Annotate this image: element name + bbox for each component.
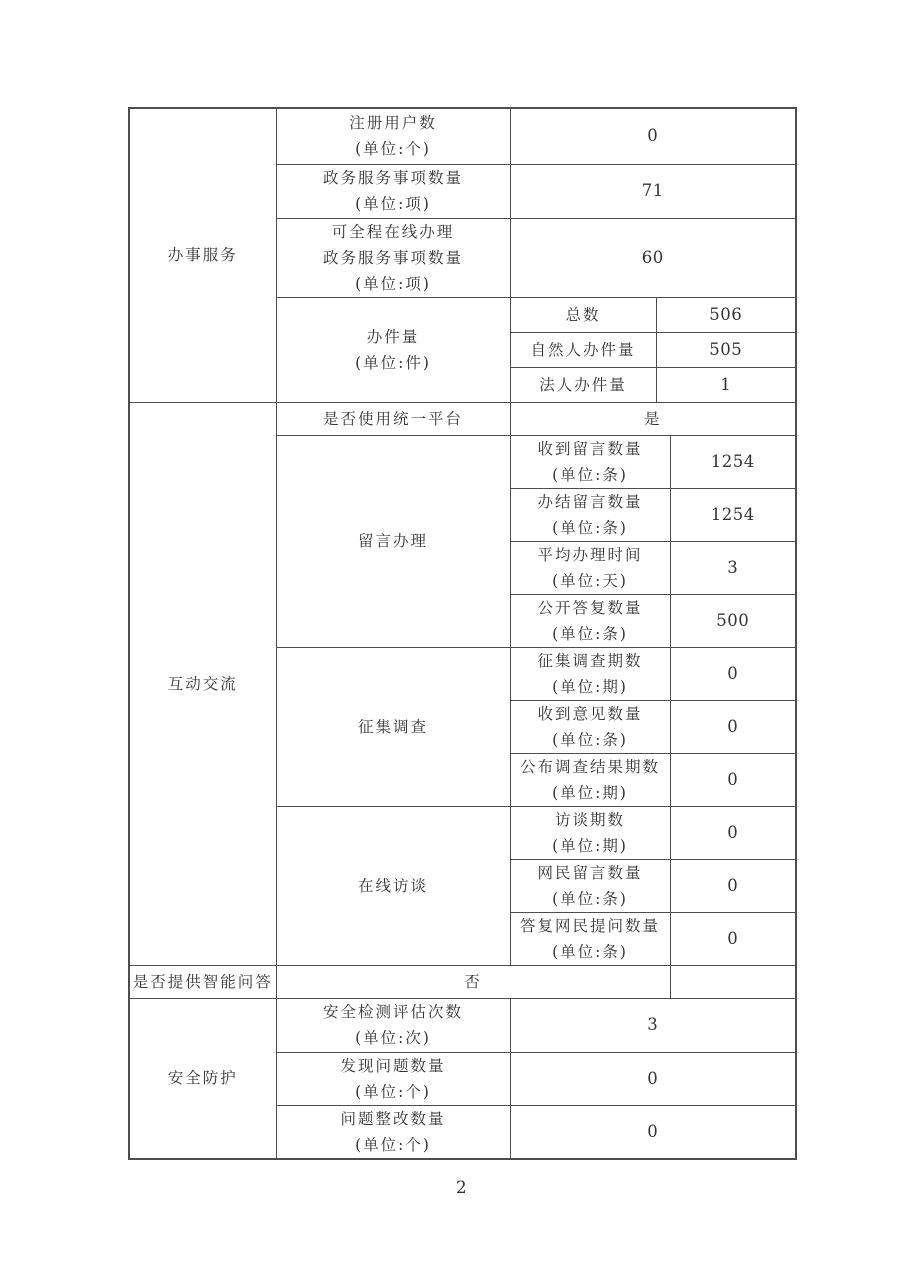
sub-row-value: 0 [727,663,739,683]
row-label: 留言办理 [357,532,428,550]
value-cell-msg-public-replies [670,594,796,647]
sub-row-value: 506 [709,304,743,324]
row-value: 0 [647,126,659,146]
sub-row-label: 公开答复数量 [537,598,643,617]
value-cell-problems-fixed [510,1105,796,1159]
sub-row-unit: (单位:条) [552,730,628,749]
sublabel-cell-cases-natural [510,332,656,367]
sublabel-cell-survey-periods [510,647,670,700]
sub-row-label: 平均办理时间 [537,545,643,564]
label-cell-cases [276,297,510,402]
category-label: 办事服务 [167,246,238,265]
sub-row-value: 0 [727,822,739,842]
category-cell-service [129,108,276,402]
value-cell-survey-periods [670,647,796,700]
sub-row-label: 答复网民提问数量 [519,916,660,935]
table-row [129,965,796,998]
row-label: 安全检测评估次数 [322,1003,463,1021]
row-unit: (单位:次) [355,1029,431,1047]
sub-row-label: 网民留言数量 [537,863,643,882]
sub-row-label: 征集调查期数 [537,651,643,670]
row-label: 发现问题数量 [340,1056,446,1075]
statistics-table [128,107,797,1160]
row-label: 办件量 [366,327,420,346]
sub-row-unit: (单位:条) [552,518,628,537]
table-row [129,402,796,435]
row-value: 60 [641,247,664,267]
value-cell-survey-opinions [670,700,796,753]
sub-row-unit: (单位:期) [552,836,628,855]
value-cell-msg-received [670,435,796,488]
row-label: 在线访谈 [357,876,428,895]
value-cell-interview-replies [670,912,796,965]
row-unit: (单位:项) [355,195,431,213]
label-cell-assessments [276,998,510,1052]
label-cell-registered-users [276,108,510,164]
row-unit: (单位:项) [355,274,431,293]
sub-row-unit: (单位:期) [552,677,628,696]
sub-row-value: 1254 [710,504,755,524]
sub-row-unit: (单位:条) [552,465,628,484]
value-cell-smart-qa [276,965,670,998]
row-label-line2: 政务服务事项数量 [322,248,463,267]
table-row [129,108,796,164]
sub-row-unit: (单位:天) [552,571,628,590]
category-cell-security [129,998,276,1159]
row-unit: (单位:个) [355,1135,431,1154]
row-unit: (单位:个) [355,1082,431,1101]
sub-row-value: 0 [727,928,739,948]
row-label: 是否使用统一平台 [322,409,463,428]
value-cell-assessments [510,998,796,1052]
sub-row-value: 500 [716,610,750,630]
sub-row-label: 总数 [565,305,601,324]
table-row [129,998,796,1052]
value-cell-problems-found [510,1052,796,1105]
category-label: 互动交流 [167,674,238,693]
sub-row-label: 法人办件量 [539,375,627,394]
label-cell-service-items [276,164,510,218]
sub-row-unit: (单位:期) [552,783,628,802]
label-cell-problems-fixed [276,1105,510,1159]
sub-row-value: 505 [709,339,743,359]
row-value: 71 [641,181,664,200]
page-number: 2 [455,1178,468,1198]
row-label: 问题整改数量 [340,1109,446,1128]
row-value: 否 [464,972,482,991]
sub-row-unit: (单位:条) [552,889,628,908]
sublabel-cell-msg-avg-time [510,541,670,594]
row-label: 征集调查 [357,717,428,736]
sublabel-cell-interview-messages [510,859,670,912]
row-label: 是否提供智能问答 [132,972,273,991]
category-label: 安全防护 [167,1069,238,1088]
label-cell-problems-found [276,1052,510,1105]
row-label-line1: 可全程在线办理 [331,222,455,241]
sub-row-label: 访谈期数 [554,810,625,829]
row-value: 0 [647,1121,659,1141]
sub-row-value: 0 [727,769,739,789]
row-value: 3 [647,1015,659,1034]
value-cell-registered-users [510,108,796,164]
row-unit: (单位:个) [355,140,431,159]
sub-row-label: 公布调查结果期数 [519,757,660,776]
sublabel-cell-survey-opinions [510,700,670,753]
sub-row-value: 1254 [710,451,755,471]
value-cell-cases-natural [656,332,796,367]
category-cell-interaction [129,402,276,965]
value-cell-interview-periods [670,806,796,859]
label-cell-message-handling [276,435,510,647]
value-cell-service-items [510,164,796,218]
sub-row-label: 收到意见数量 [537,704,643,723]
value-cell-cases-legal [656,367,796,402]
sublabel-cell-msg-received [510,435,670,488]
row-label: 政务服务事项数量 [322,169,463,187]
sublabel-cell-interview-periods [510,806,670,859]
sub-row-unit: (单位:条) [552,624,628,643]
sub-row-value: 3 [727,557,739,577]
sublabel-cell-msg-public-replies [510,594,670,647]
row-value: 0 [647,1068,659,1088]
sublabel-cell-msg-completed [510,488,670,541]
value-cell-survey-results [670,753,796,806]
sub-row-value: 0 [727,716,739,736]
sublabel-cell-interview-replies [510,912,670,965]
sublabel-cell-survey-results [510,753,670,806]
statistics-table-wrap [128,107,795,1160]
sub-row-value: 1 [720,374,732,394]
label-cell-smart-qa [129,965,276,998]
sub-row-value: 0 [727,875,739,895]
label-cell-unified-platform [276,402,510,435]
sub-row-unit: (单位:条) [552,942,628,961]
label-cell-interview [276,806,510,965]
sublabel-cell-cases-total [510,297,656,332]
sub-row-label: 自然人办件量 [530,340,636,359]
label-cell-online-items [276,218,510,297]
value-cell-cases-total [656,297,796,332]
value-cell-unified-platform [510,402,796,435]
sub-row-label: 收到留言数量 [537,439,643,458]
value-cell-msg-avg-time [670,541,796,594]
sublabel-cell-cases-legal [510,367,656,402]
row-label: 注册用户数 [349,114,437,133]
label-cell-survey [276,647,510,806]
value-cell-interview-messages [670,859,796,912]
sub-row-label: 办结留言数量 [537,492,643,511]
value-cell-online-items [510,218,796,297]
value-cell-msg-completed [670,488,796,541]
row-unit: (单位:件) [355,353,431,372]
row-value: 是 [644,409,662,428]
